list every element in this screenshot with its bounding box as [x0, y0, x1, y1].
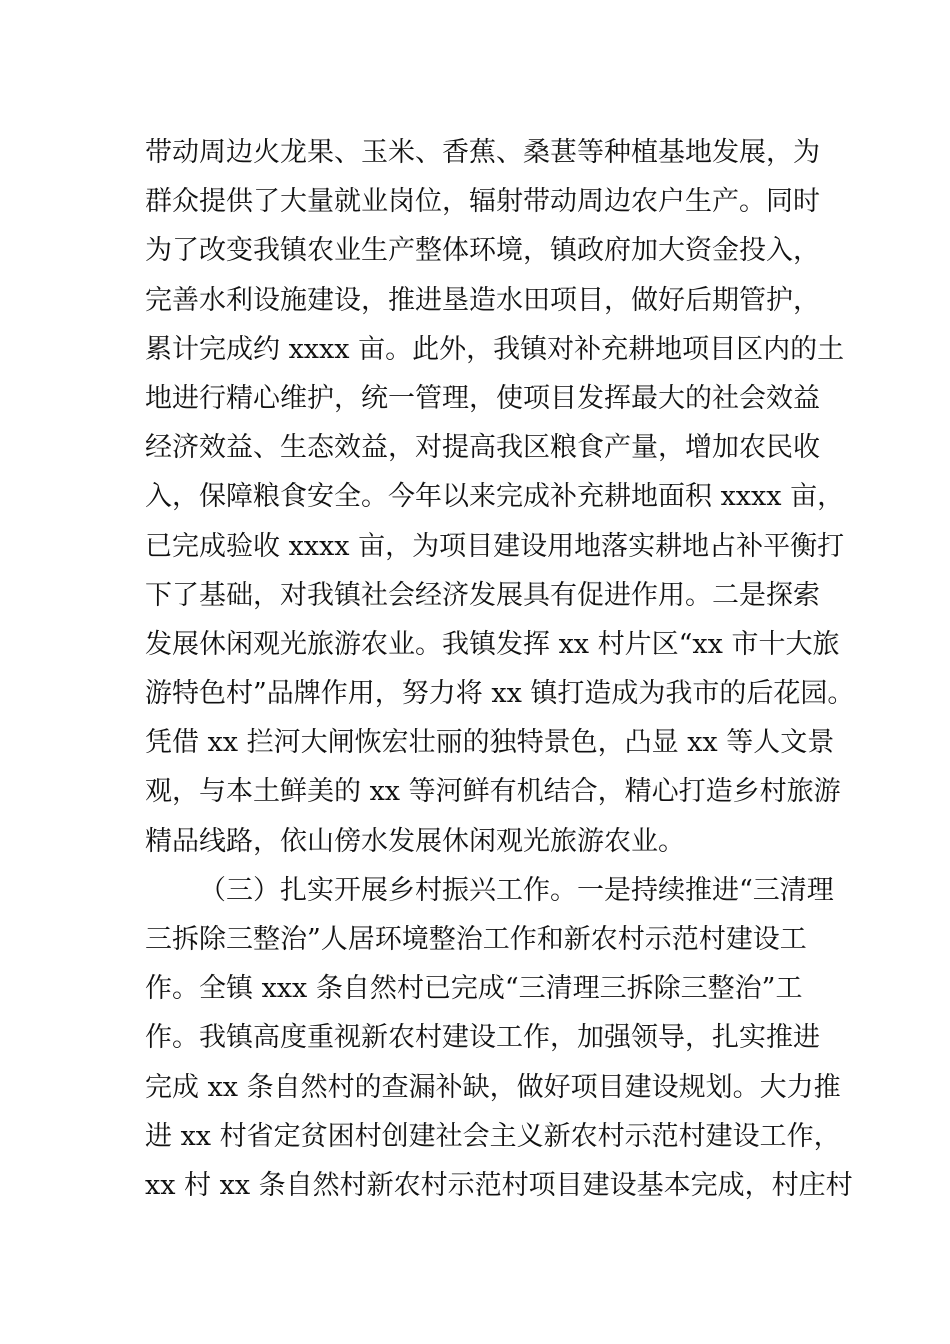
text-line: 已完成验收 xxxx 亩，为项目建设用地落实耕地占补平衡打 [145, 530, 845, 562]
text-line: 发展休闲观光旅游农业。我镇发挥 xx 村片区“xx 市十大旅 [145, 628, 840, 660]
text-line: 入，保障粮食安全。今年以来完成补充耕地面积 xxxx 亩， [145, 481, 845, 513]
text-line: 观，与本土鲜美的 xx 等河鲜有机结合，精心打造乡村旅游 [145, 776, 841, 808]
text-line: 完善水利设施建设，推进垦造水田项目，做好后期管护， [145, 284, 820, 316]
text-line: 三拆除三整治”人居环境整治工作和新农村示范村建设工 [145, 924, 807, 955]
text-line: 作。全镇 xxx 条自然村已完成“三清理三拆除三整治”工 [145, 973, 803, 1005]
text-line: 完成 xx 条自然村的查漏补缺，做好项目建设规划。大力推 [145, 1071, 841, 1103]
text-line: 为了改变我镇农业生产整体环境，镇政府加大资金投入， [145, 235, 820, 267]
text-line: 作。我镇高度重视新农村建设工作，加强领导，扎实推进 [145, 1022, 820, 1054]
text-line: 下了基础，对我镇社会经济发展具有促进作用。二是探索 [145, 579, 820, 611]
text-line: 凭借 xx 拦河大闸恢宏壮丽的独特景色，凸显 xx 等人文景 [145, 727, 835, 759]
text-line: 经济效益、生态效益，对提高我区粮食产量，增加农民收 [145, 432, 820, 464]
body-text [145, 128, 855, 1210]
text-line: 游特色村”品牌作用，努力将 xx 镇打造成为我市的后花园。 [145, 678, 855, 710]
text-line: 累计完成约 xxxx 亩。此外，我镇对补充耕地项目区内的土 [145, 333, 845, 365]
text-line: 进 xx 村省定贫困村创建社会主义新农村示范村建设工作， [145, 1120, 841, 1152]
text-line: 带动周边火龙果、玉米、香蕉、桑葚等种植基地发展，为 [145, 137, 820, 168]
section-heading-line: （三）扎实开展乡村振兴工作。一是持续推进“三清理 [199, 874, 834, 906]
text-line: 地进行精心维护，统一管理，使项目发挥最大的社会效益 [145, 382, 820, 414]
text-line: 精品线路，依山傍水发展休闲观光旅游农业。 [145, 825, 685, 857]
text-line: xx 村 xx 条自然村新农村示范村项目建设基本完成，村庄村 [145, 1169, 853, 1201]
text-line: 群众提供了大量就业岗位，辐射带动周边农户生产。同时 [145, 186, 820, 218]
